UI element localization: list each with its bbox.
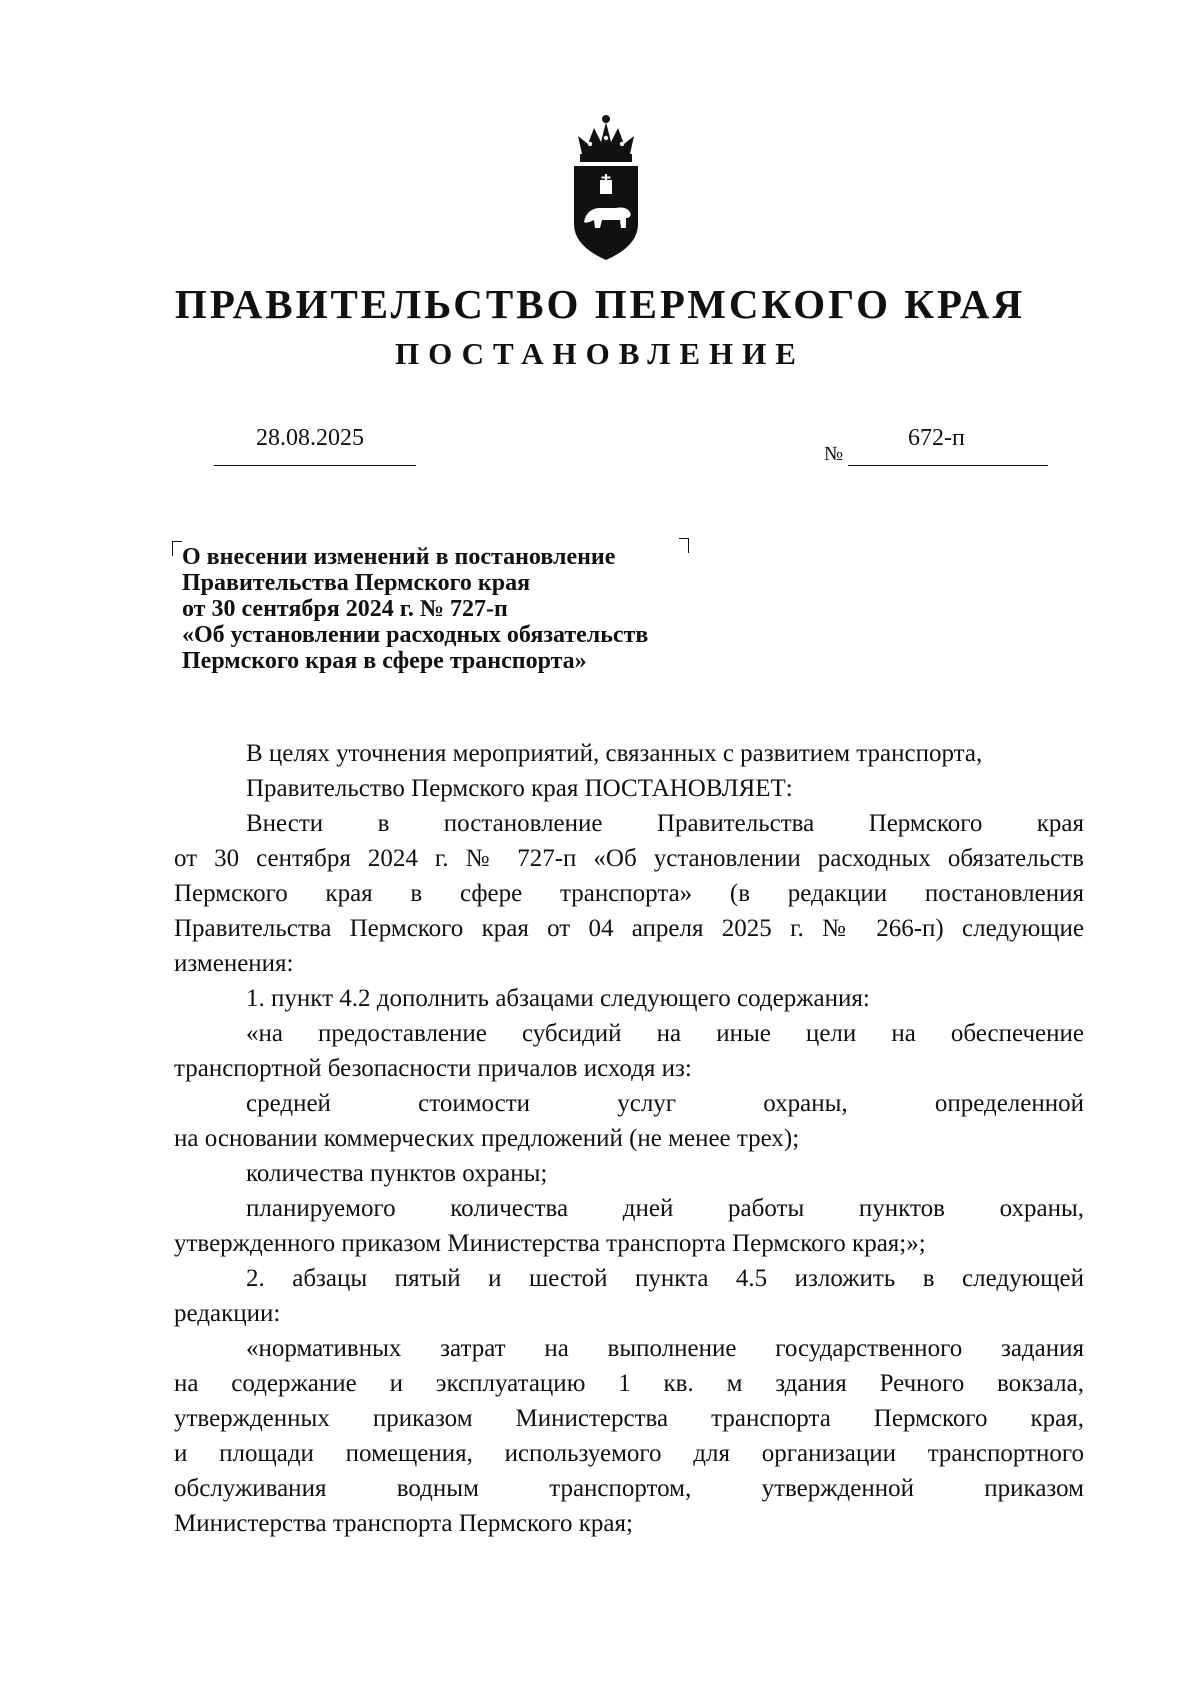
body-line: Правительства Пермского края от 04 апреля 2025 г. № 266-п) следующие (174, 915, 1084, 942)
body-line: планируемого количества дней работы пунктов охраны, (246, 1195, 1084, 1222)
body-line: обслуживания водным транспортом, утвержденной приказом (174, 1475, 1084, 1502)
body-line: количества пунктов охраны; (246, 1160, 548, 1187)
body-line: редакции: (174, 1300, 281, 1327)
document-number: 672-п (908, 425, 965, 451)
document-body (174, 736, 1084, 1541)
body-line: 2. абзацы пятый и шестой пункта 4.5 изложить в следующей (246, 1265, 1084, 1292)
body-line: средней стоимости услуг охраны, определенной (246, 1090, 1084, 1117)
subject-line: О внесении изменений в постановление (182, 544, 616, 570)
number-field (848, 425, 1048, 466)
body-line: Пермского края в сфере транспорта» (в редакции постановления (174, 880, 1084, 907)
document-subject (182, 544, 648, 674)
organization-title: ПРАВИТЕЛЬСТВО ПЕРМСКОГО КРАЯ (174, 281, 1026, 327)
subject-line: Пермского края в сфере транспорта» (182, 648, 587, 674)
body-line: «нормативных затрат на выполнение государственного задания (246, 1335, 1084, 1362)
body-line: изменения: (174, 950, 294, 977)
body-line: утвержденного приказом Министерства транспорта Пермского края;»; (174, 1230, 926, 1257)
body-line: «на предоставление субсидий на иные цели на обеспечение (246, 1020, 1084, 1047)
body-line: утвержденных приказом Министерства транспорта Пермского края, (174, 1405, 1084, 1432)
subject-bracket-left (172, 541, 182, 556)
body-line: В целях уточнения мероприятий, связанных с развитием транспорта, (246, 740, 983, 767)
date-field (214, 425, 416, 466)
subject-line: «Об установлении расходных обязательств (182, 622, 649, 648)
body-line: транспортной безопасности причалов исходя из: (174, 1055, 692, 1082)
document-type-title: ПОСТАНОВЛЕНИЕ (395, 336, 805, 371)
body-line: от 30 сентября 2024 г. № 727-п «Об установлении расходных обязательств (174, 845, 1084, 872)
body-line: на основании коммерческих предложений (не менее трех); (174, 1125, 800, 1152)
body-line: Министерства транспорта Пермского края; (174, 1510, 633, 1537)
number-sign: № (824, 443, 844, 465)
body-line: на содержание и эксплуатацию 1 кв. м здания Речного вокзала, (174, 1370, 1084, 1397)
body-line: Правительство Пермского края ПОСТАНОВЛЯЕТ: (246, 775, 793, 802)
document-date: 28.08.2025 (256, 425, 364, 451)
subject-line: Правительства Пермского края (182, 570, 531, 596)
body-line: 1. пункт 4.2 дополнить абзацами следующего содержания: (246, 985, 870, 1012)
body-line: Внести в постановление Правительства Пермского края (246, 810, 1084, 837)
coat-of-arms-icon (566, 114, 646, 264)
subject-line: от 30 сентября 2024 г. № 727-п (182, 596, 508, 622)
body-line: и площади помещения, используемого для организации транспортного (174, 1440, 1084, 1467)
subject-bracket-right (679, 538, 689, 553)
